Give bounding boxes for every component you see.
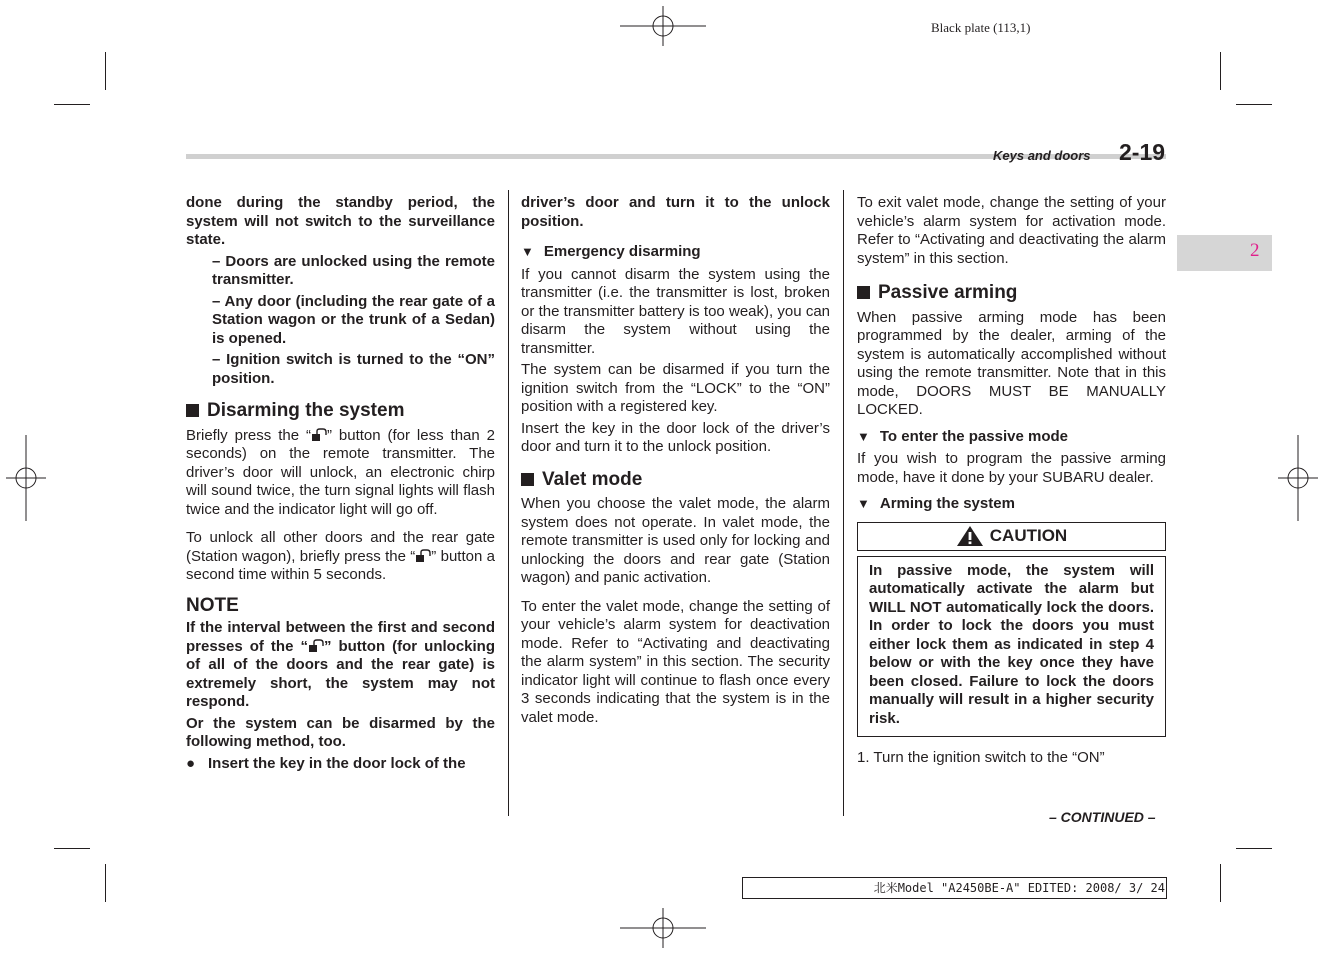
footer-label: 北米Model "A2450BE-A" EDITED: 2008/ 3/ 24: [742, 877, 1167, 899]
crop-mark: [1236, 848, 1272, 849]
crop-mark: [1236, 104, 1272, 105]
column-2: [521, 194, 830, 730]
text: ” button a second time within 5 seconds.: [186, 547, 495, 583]
section-heading: [521, 468, 830, 490]
heading-text: To enter the passive mode: [879, 427, 1068, 445]
text: If the interval between the first and second presses of the “: [186, 619, 495, 655]
column-divider: [508, 190, 509, 816]
caution-box: [857, 556, 1166, 738]
list-item: – Any door (including the rear gate of a Station wagon or the trunk of a Sedan) is opened.: [212, 292, 495, 347]
section-heading: [857, 284, 1166, 303]
registration-mark-icon: [6, 435, 46, 521]
continued-label: – CONTINUED –: [1049, 809, 1156, 825]
note-paragraph: [186, 619, 495, 712]
chapter-number: 2: [1250, 240, 1260, 261]
note-paragraph: Or the system can be disarmed by the following method, too.: [186, 714, 495, 750]
paragraph: If you cannot disarm the system using the transmitter (i.e. the transmitter is lost, broken or the transmitter battery is too weak), you can disarm the system without using the transmitter.: [521, 265, 830, 357]
crop-mark: [54, 848, 90, 849]
paragraph: [186, 427, 495, 520]
subsection-heading: [857, 495, 1166, 514]
heading-text: Valet mode: [542, 468, 643, 490]
square-bullet-icon: [186, 404, 199, 417]
crop-mark: [1220, 52, 1221, 90]
paragraph: The system can be disarmed if you turn the ignition switch from the “LOCK” to the “ON” position with a registered key.: [521, 361, 830, 415]
text: ” button (for unlocking of all of the doors and the rear gate) is extremely short, the system may not respond.: [186, 637, 495, 710]
heading-text: Passive arming: [878, 282, 1018, 303]
paragraph: done during the standby period, the system will not switch to the surveillance state.: [186, 194, 495, 248]
column-divider: [843, 190, 844, 816]
remote-unlock-icon: [415, 549, 431, 563]
page-number: 2-19: [1119, 139, 1166, 165]
paragraph: [186, 529, 495, 585]
paragraph: If you wish to program the passive arming mode, have it done by your SUBARU dealer.: [857, 450, 1166, 486]
text: To unlock all other doors and the rear gate (Station wagon), briefly press the “: [186, 529, 495, 565]
heading-text: Disarming the system: [207, 400, 405, 421]
subsection-heading: [521, 243, 830, 262]
warning-triangle-icon: [956, 525, 984, 547]
crop-mark: [54, 104, 90, 105]
paragraph: Insert the key in the door lock of the driver’s door and turn it to the unlock position.: [521, 419, 830, 455]
caution-header: [857, 522, 1166, 551]
paragraph: To enter the valet mode, change the setting of your vehicle’s alarm system for deactivation mode. Refer to “Activating and deactivating the alarm system” in this section. The security indicator light will continue to flash once every 3 seconds indicating that the system is in the valet mode.: [521, 597, 830, 726]
step-item: 1. Turn the ignition switch to the “ON”: [857, 749, 1105, 766]
square-bullet-icon: [857, 286, 870, 299]
paragraph: driver’s door and turn it to the unlock position.: [521, 194, 830, 230]
triangle-bullet-icon: ▼: [521, 244, 534, 259]
remote-unlock-icon: [308, 639, 324, 653]
heading-text: Emergency disarming: [543, 243, 701, 260]
remote-unlock-icon: [311, 428, 327, 442]
bullet-item: [186, 755, 495, 774]
caution-text: In passive mode, the system will automatically activate the alarm but WILL NOT automatically lock the doors. In order to lock the doors you must either lock them as indicated in step 4 below or with the key once they have been closed. Failure to lock the doors manually will result in a higher security risk.: [869, 561, 1154, 727]
triangle-bullet-icon: ▼: [857, 428, 870, 444]
crop-mark: [1220, 864, 1221, 902]
section-title: Keys and doors: [993, 148, 1091, 163]
triangle-bullet-icon: ▼: [857, 496, 870, 511]
crop-mark: [105, 52, 106, 90]
paragraph: When passive arming mode has been programmed by the dealer, arming of the system is automatically accomplished without using the remote transmitter. Note that in this mode, DOORS MUST BE MANUALLY LOCKED.: [857, 308, 1166, 418]
text: Insert the key in the door lock of the: [208, 754, 466, 772]
text: ” button (for less than 2 seconds) on the remote transmitter. The driver’s door will unlock, an electronic chirp will sound twice, the turn signal lights will flash twice and the indicator light will go off.: [186, 426, 495, 518]
crop-mark: [105, 864, 106, 902]
text: Briefly press the “: [186, 426, 311, 444]
registration-mark-icon: [1278, 435, 1318, 521]
list-item: – Ignition switch is turned to the “ON” position.: [212, 351, 495, 387]
heading-text: Arming the system: [879, 495, 1015, 512]
note-heading: NOTE: [186, 594, 239, 616]
registration-mark-icon: [620, 6, 706, 46]
section-heading: [186, 402, 495, 421]
paragraph: To exit valet mode, change the setting of your vehicle’s alarm system for activation mode. Refer to “Activating and deactivating the alarm system” in this section.: [857, 194, 1166, 267]
paragraph: When you choose the valet mode, the alarm system does not operate. In valet mode, the remote transmitter is used only for locking and unlocking the doors and rear gate (Station wagon) and panic activation.: [521, 495, 830, 586]
square-bullet-icon: [521, 473, 534, 486]
list-item: – Doors are unlocked using the remote transmitter.: [212, 252, 495, 288]
bullet-icon: ●: [186, 754, 196, 772]
registration-mark-icon: [620, 908, 706, 948]
plate-label: Black plate (113,1): [931, 20, 1031, 35]
column-1: [186, 194, 495, 776]
subsection-heading: [857, 428, 1166, 447]
column-3: [857, 194, 1166, 771]
caution-title: CAUTION: [989, 525, 1068, 545]
